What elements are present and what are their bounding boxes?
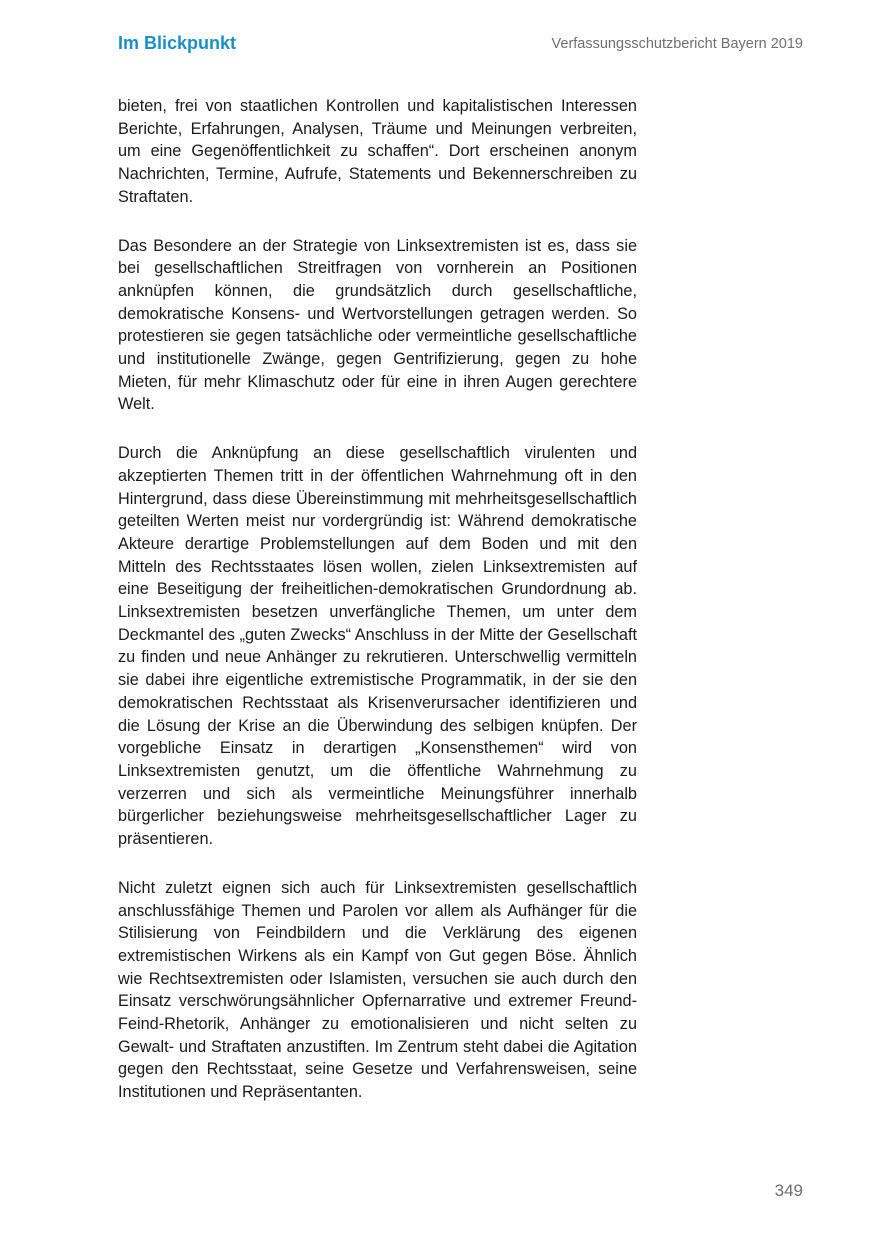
paragraph: Durch die Anknüpfung an diese gesellschaftlich virulenten und akzeptierten Themen tritt in der öffentlichen Wahrnehmung oft in den Hintergrund, dass diese Übereinstimmung mit mehrheitsgesellschaftlich geteilten Werten meist nur vordergründig ist: Während demokratische Akteure derartige Problemstellungen auf dem Boden und mit den Mitteln des Rechtsstaates lösen wollen, zielen Linksextremisten auf eine Beseitigung der freiheitlichen-demokratischen Grundordnung ab. Linksextremisten besetzen unverfängliche Themen, um unter dem Deckmantel des „guten Zwecks“ Anschluss in der Mitte der Gesellschaft zu finden und neue Anhänger zu rekrutieren. Unterschwellig vermitteln sie dabei ihre eigentliche extremistische Programmatik, in der sie den demokratischen Rechtsstaat als Krisenverursacher identifizieren und die Lösung der Krise an die Überwindung des selbigen knüpfen. Der vorgebliche Einsatz in derartigen „Konsensthemen“ wird von Linksextremisten genutzt, um die öffentliche Wahrnehmung zu verzerren und sich als vermeintliche Meinungsführer innerhalb bürgerlicher beziehungsweise mehrheitsgesellschaftlicher Lager zu präsentieren.: [118, 444, 637, 849]
paragraph: bieten, frei von staatlichen Kontrollen und kapitalistischen Interessen Berichte, Erfahrungen, Analysen, Träume und Meinungen verbreiten, um eine Gegenöffentlichkeit zu schaffen“. Dort erscheinen anonym Nachrichten, Termine, Aufrufe, Statements und Bekennerschreiben zu Straftaten.: [118, 97, 637, 206]
page-number: 349: [774, 1181, 803, 1200]
report-title: Verfassungsschutzbericht Bayern 2019: [551, 36, 803, 52]
paragraph: Nicht zuletzt eignen sich auch für Linksextremisten gesellschaftlich anschlussfähige Themen und Parolen vor allem als Aufhänger für die Stilisierung von Feindbildern und die Verklärung des eigenen extremistischen Wirkens als ein Kampf von Gut gegen Böse. Ähnlich wie Rechtsextremisten oder Islamisten, versuchen sie auch durch den Einsatz verschwörungsähnlicher Opfernarrative und extremer Freund-Feind-Rhetorik, Anhänger zu emotionalisieren und nicht selten zu Gewalt- und Straftaten anzustiften. Im Zentrum steht dabei die Agitation gegen den Rechtsstaat, seine Gesetze und Verfahrensweisen, seine Institutionen und Repräsentanten.: [118, 878, 637, 1102]
body-text: [118, 95, 637, 1130]
section-title: Im Blickpunkt: [118, 33, 237, 53]
paragraph: Das Besondere an der Strategie von Linksextremisten ist es, dass sie bei gesellschaftlichen Streitfragen von vornherein an Positionen anknüpfen können, die grundsätzlich durch gesellschaftliche, demokratische Konsens- und Wertvorstellungen getragen werden. So protestieren sie gegen tatsächliche oder vermeintliche gesellschaftliche und institutionelle Zwänge, gegen Gentrifizierung, gegen zu hohe Mieten, für mehr Klimaschutz oder für eine in ihren Augen gerechtere Welt.: [118, 236, 637, 414]
